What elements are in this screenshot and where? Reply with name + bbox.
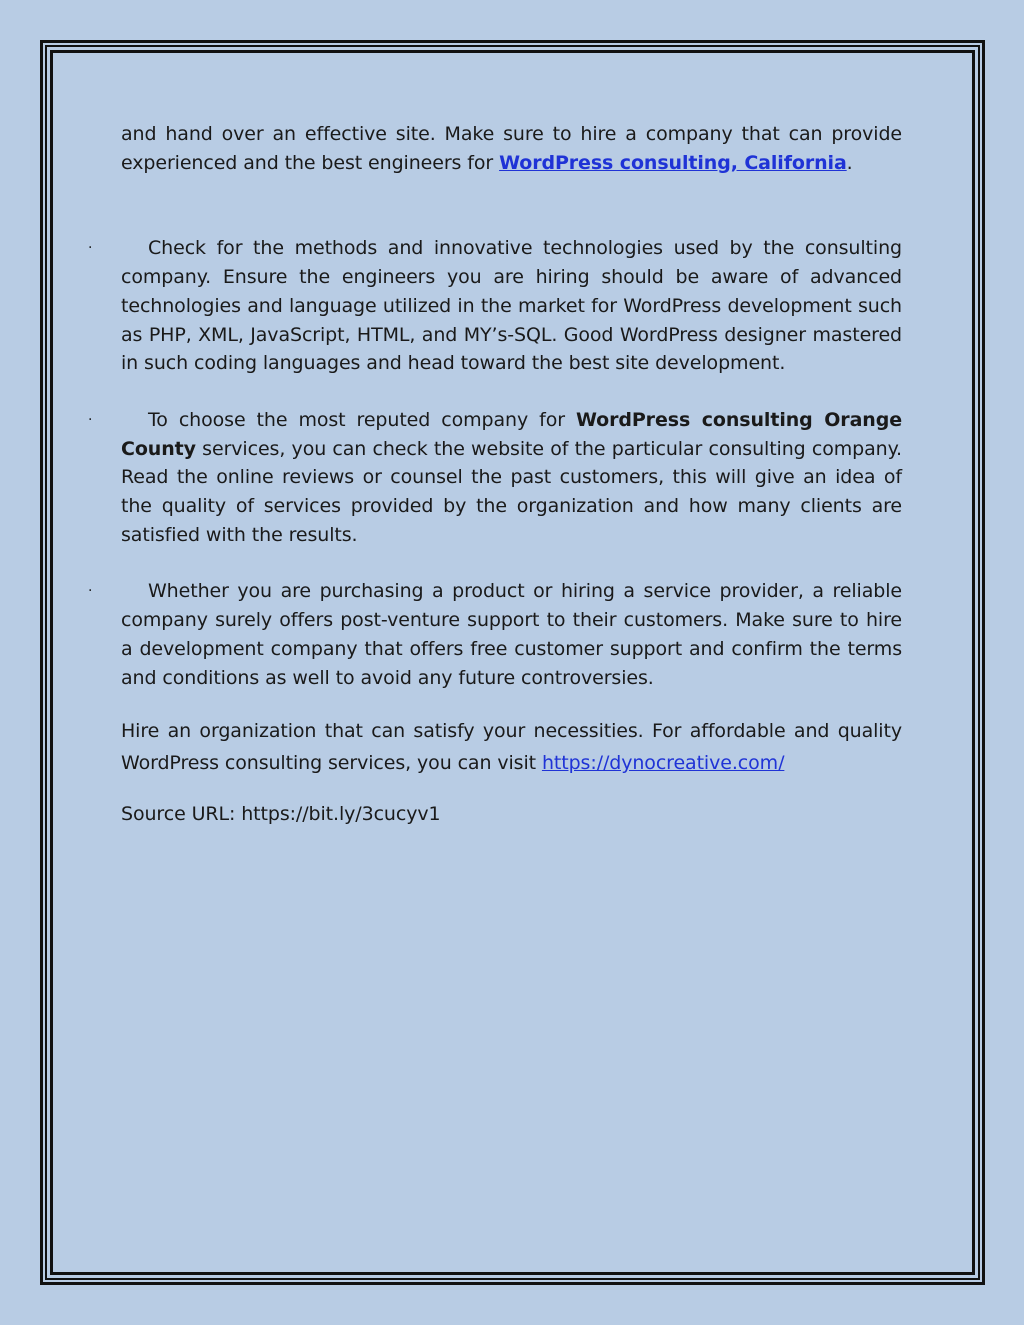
source-url-line: Source URL: https://bit.ly/3cucyv1 — [121, 803, 441, 826]
intro-paragraph — [121, 120, 902, 177]
bullet-text-methods: Check for the methods and innovative technologies used by the consulting company. Ensure the engineers you are hiring should be aware of advanced technologies and language utilized in the market for WordPress development such as PHP, XML, JavaScript, HTML, and MY’s-SQL. Good WordPress designer mastered in such coding languages and head toward the best site development. — [121, 237, 902, 375]
wordpress-consulting-california-link[interactable]: WordPress consulting, California — [499, 151, 847, 174]
wordpress-consulting-orange-county-text: WordPress consulting Orange County — [121, 408, 902, 460]
dynocreative-link[interactable]: https://dynocreative.com/ — [541, 752, 785, 775]
bullet-symbol: · — [88, 240, 93, 257]
bullet-text-reputed-start: To choose the most reputed company for — [148, 408, 576, 431]
intro-period: . — [846, 151, 853, 174]
closing-paragraph — [121, 715, 902, 779]
bullet-text-reputed-end: services, you can check the website of the particular consulting company. Read the online reviews or counsel the past customers, this will give an idea of the quality of services provided by the organization and how many clients are satisfied with the results. — [121, 437, 902, 546]
bullet-symbol: · — [88, 583, 93, 600]
intro-text: and hand over an effective site. Make sure to hire a company that can provide experienced and the best engineers for — [121, 123, 902, 174]
document-body — [88, 120, 902, 829]
bullet-paragraph-support — [88, 577, 902, 692]
bullet-paragraph-reputed — [88, 406, 902, 550]
bullet-paragraph-methods — [88, 234, 902, 378]
bullet-symbol: · — [88, 411, 93, 428]
closing-text: Hire an organization that can satisfy your necessities. For affordable and quality WordPress consulting services, you can visit — [121, 720, 902, 775]
bullet-text-support: Whether you are purchasing a product or hiring a service provider, a reliable company surely offers post-venture support to their customers. Make sure to hire a development company that offers free customer support and confirm the terms and conditions as well to avoid any future controversies. — [121, 580, 902, 689]
